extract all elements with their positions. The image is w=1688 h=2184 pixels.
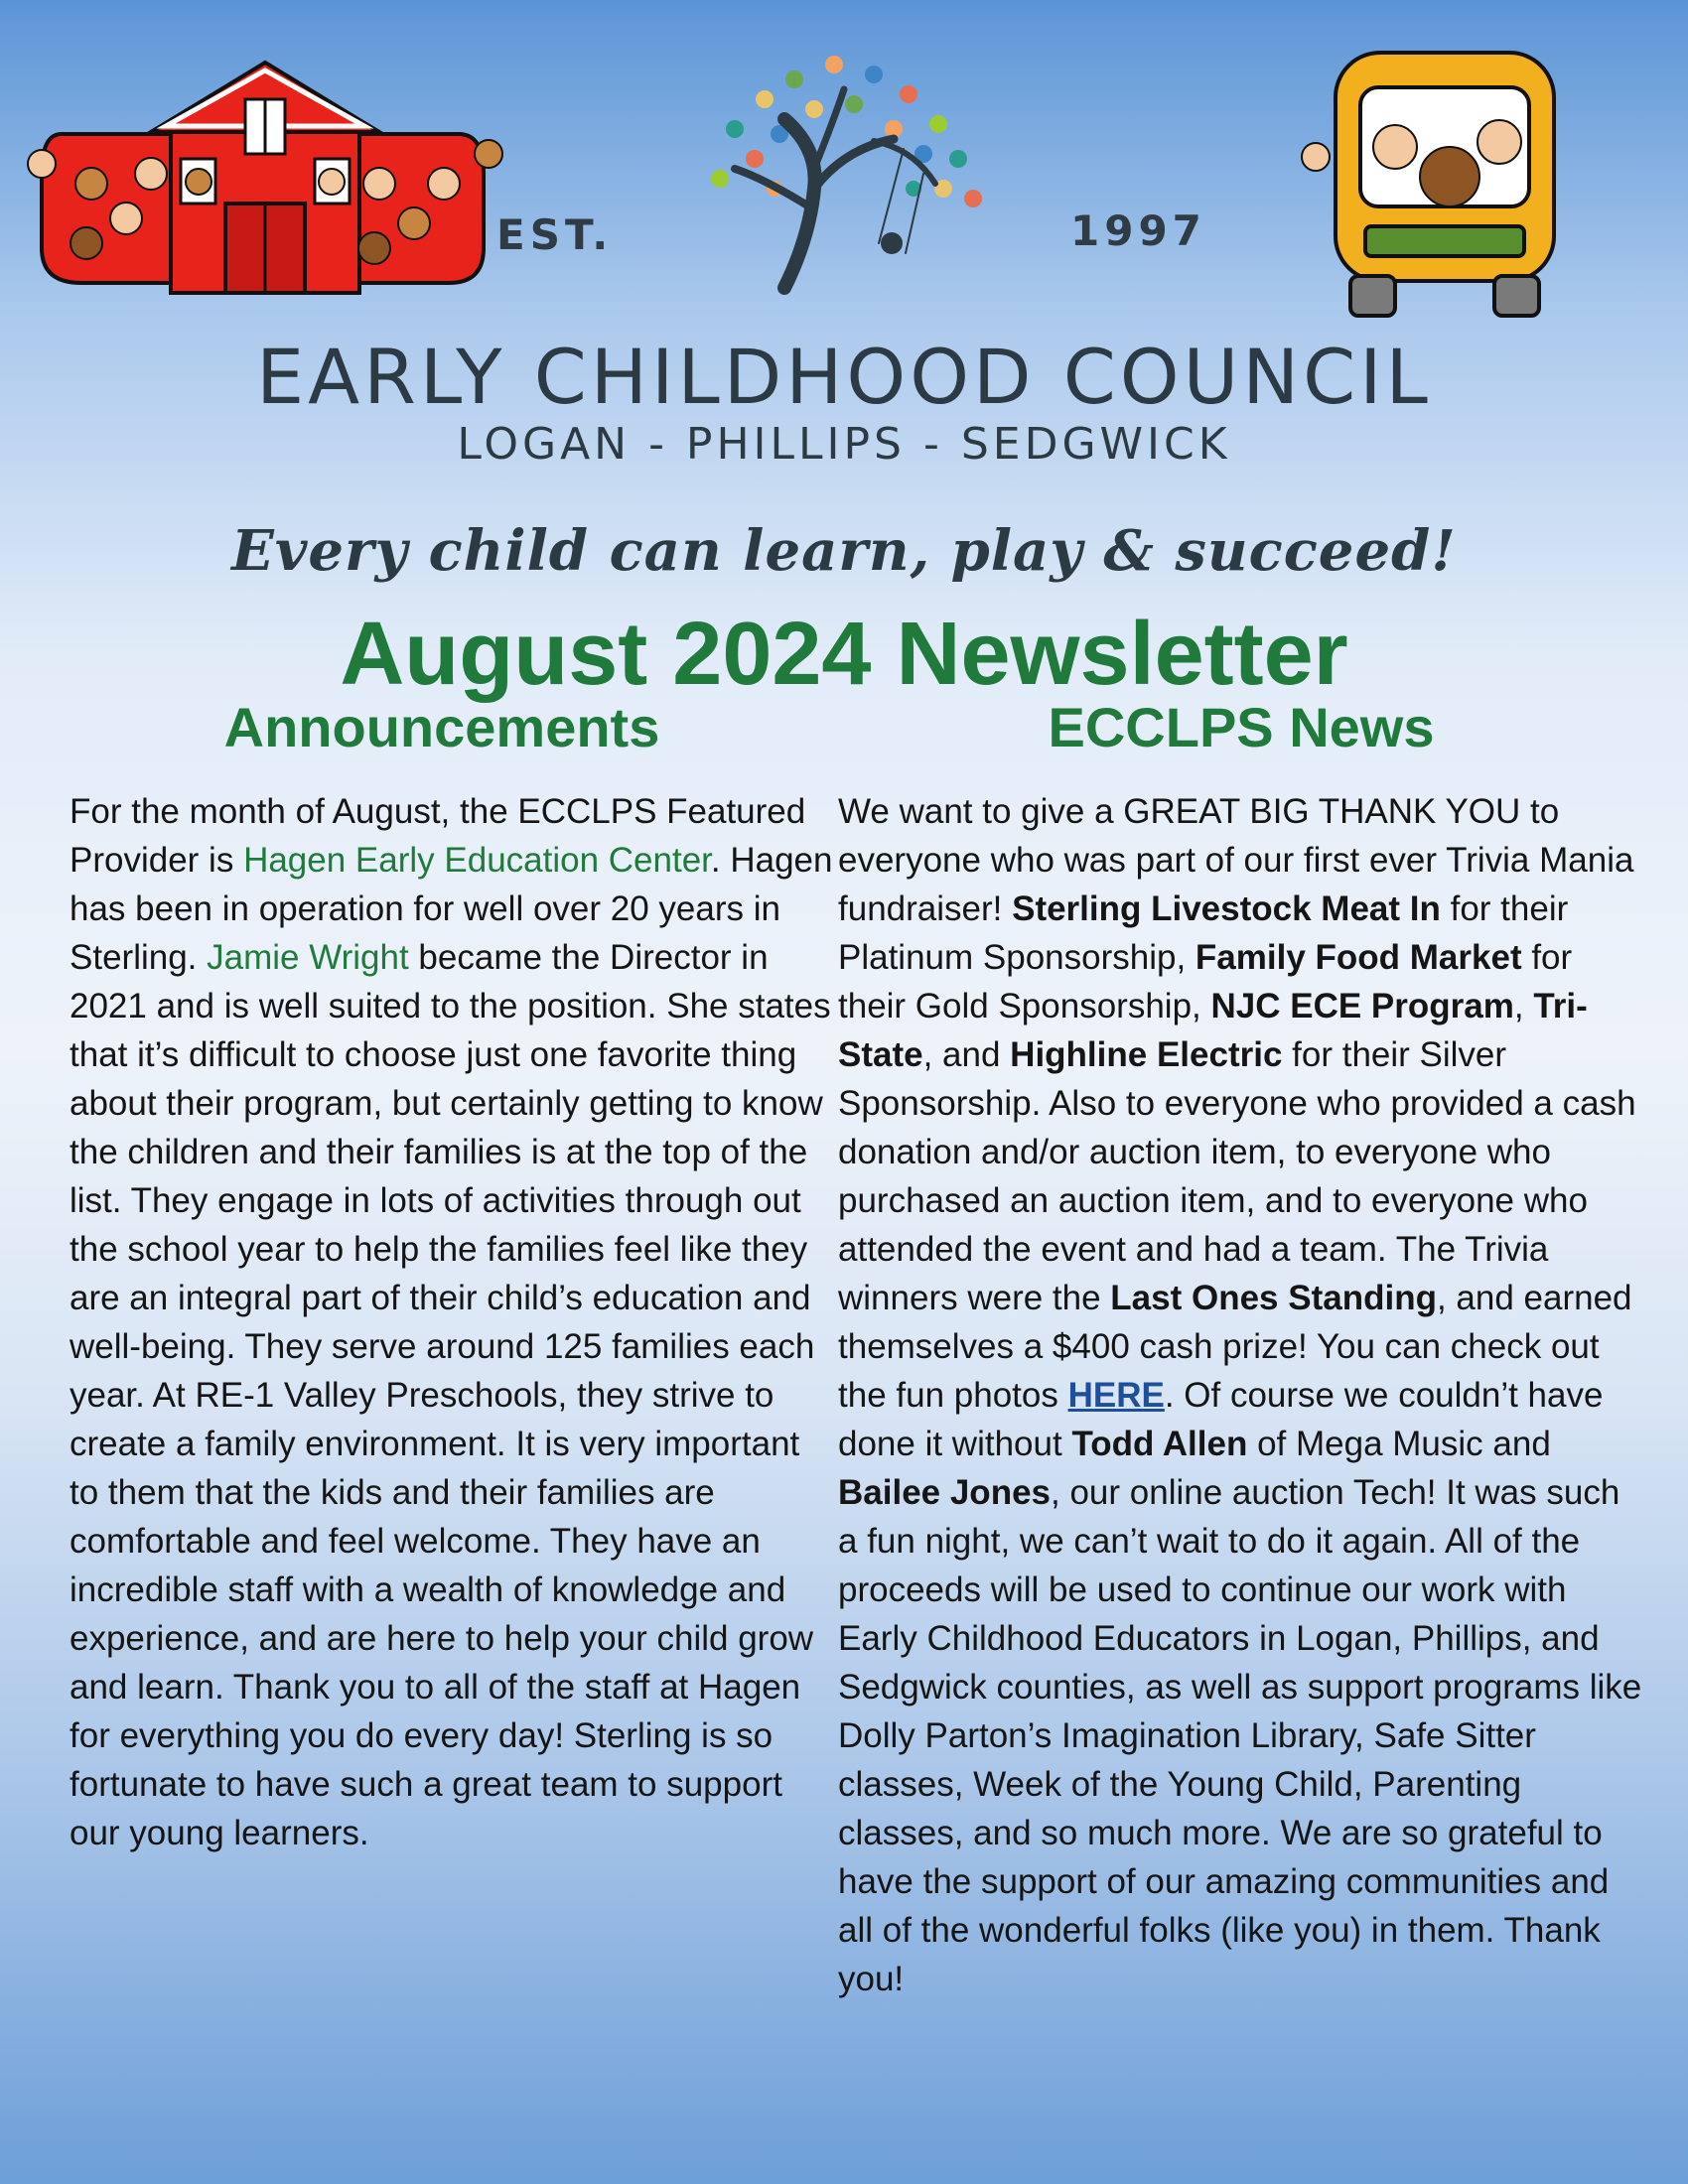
news-text-7: , and earned themselves a $400 cash prize! You can check out the fun photos (838, 1279, 1632, 1415)
news-text-4: , (1513, 987, 1534, 1025)
photos-link[interactable]: HERE (1067, 1376, 1165, 1415)
established-label: EST. (496, 210, 614, 259)
sponsor-silver-3: Highline Electric (1010, 1035, 1283, 1074)
announcements-text-1: For the month of August, the ECCLPS Featured Provider is (70, 792, 806, 880)
schoolhouse-illustration (22, 55, 508, 308)
news-text-3: for their Gold Sponsorship, (838, 938, 1573, 1025)
announcements-heading: Announcements (223, 696, 660, 758)
news-text-9: of Mega Music and (1247, 1425, 1551, 1463)
organization-counties: LOGAN - PHILLIPS - SEDGWICK (457, 419, 1231, 470)
news-text-8: . Of course we couldn’t have done it without (838, 1376, 1604, 1463)
news-text-5: , and (922, 1035, 1011, 1074)
director-name: Jamie Wright (207, 938, 409, 977)
newsletter-title: August 2024 Newsletter (340, 605, 1348, 704)
sponsor-silver-1: NJC ECE Program (1210, 987, 1514, 1025)
moon-crescent (715, 189, 973, 328)
sponsor-gold: Family Food Market (1195, 938, 1522, 977)
established-year: 1997 (1070, 206, 1206, 255)
announcements-text-2: . Hagen has been in operation for well over 20 years in Sterling. (70, 841, 833, 977)
news-text-10: , our online auction Tech! It was such a fun night, we can’t wait to do it again. All of the proceeds will be used to continue our work with Early Childhood Educators in Logan, Phillips, and Sedgwick counties, as well as support programs like Dolly Parton’s Imagination Library, Safe Sitter classes, Week of the Young Child, Parenting classes, and so much more. We are so grateful to have the support of our amazing communities and all of the wonderful folks (like you) in them. Thank you! (838, 1473, 1642, 1998)
featured-provider-name: Hagen Early Education Center (243, 841, 711, 880)
tree-trunk (735, 89, 935, 288)
swinging-child (881, 232, 903, 254)
helper-name-1: Todd Allen (1071, 1425, 1248, 1463)
announcements-text-3: became the Director in 2021 and is well suited to the position. She states that it’s difficult to choose just one favorite thing about their program, but certainly getting to know the children and their families is at the top of the list. They engage in lots of activities through out the school year to help the families feel like they are an integral part of their child’s education and well-being. They serve around 125 families each year. At RE-1 Valley Preschools, they strive to create a family environment. It is very important to them that the kids and their families are comfortable and feel welcome. They have an incredible staff with a wealth of knowledge and experience, and are here to help your child grow and learn. Thank you to all of the staff at Hagen for everything you do every day! Sterling is so fortunate to have such a great team to support our young learners. (70, 938, 831, 1852)
sponsor-silver-2: Tri-State (838, 987, 1588, 1074)
trivia-winners: Last Ones Standing (1110, 1279, 1437, 1317)
announcements-body (70, 787, 834, 1857)
tagline: Every child can learn, play & succeed! (231, 518, 1457, 584)
news-text-6: for their Silver Sponsorship. Also to everyone who provided a cash donation and/or auction item, to everyone who purchased an auction item, and to everyone who attended the event and had a team. The Trivia winners were the (838, 1035, 1636, 1317)
tree-leaves (711, 56, 982, 207)
news-heading: ECCLPS News (1048, 696, 1435, 758)
organization-name: EARLY CHILDHOOD COUNCIL (256, 333, 1432, 421)
news-text-2: for their Platinum Sponsorship, (838, 889, 1569, 977)
news-body (838, 787, 1647, 2003)
school-bus-illustration (1291, 28, 1599, 336)
helper-name-2: Bailee Jones (838, 1473, 1051, 1512)
news-text-1: We want to give a GREAT BIG THANK YOU to everyone who was part of our first ever Trivia Mania fundraiser! (838, 792, 1634, 928)
tree-swing-logo (675, 40, 1003, 328)
schoolhouse-main (151, 63, 379, 293)
sponsor-platinum: Sterling Livestock Meat In (1012, 889, 1441, 928)
